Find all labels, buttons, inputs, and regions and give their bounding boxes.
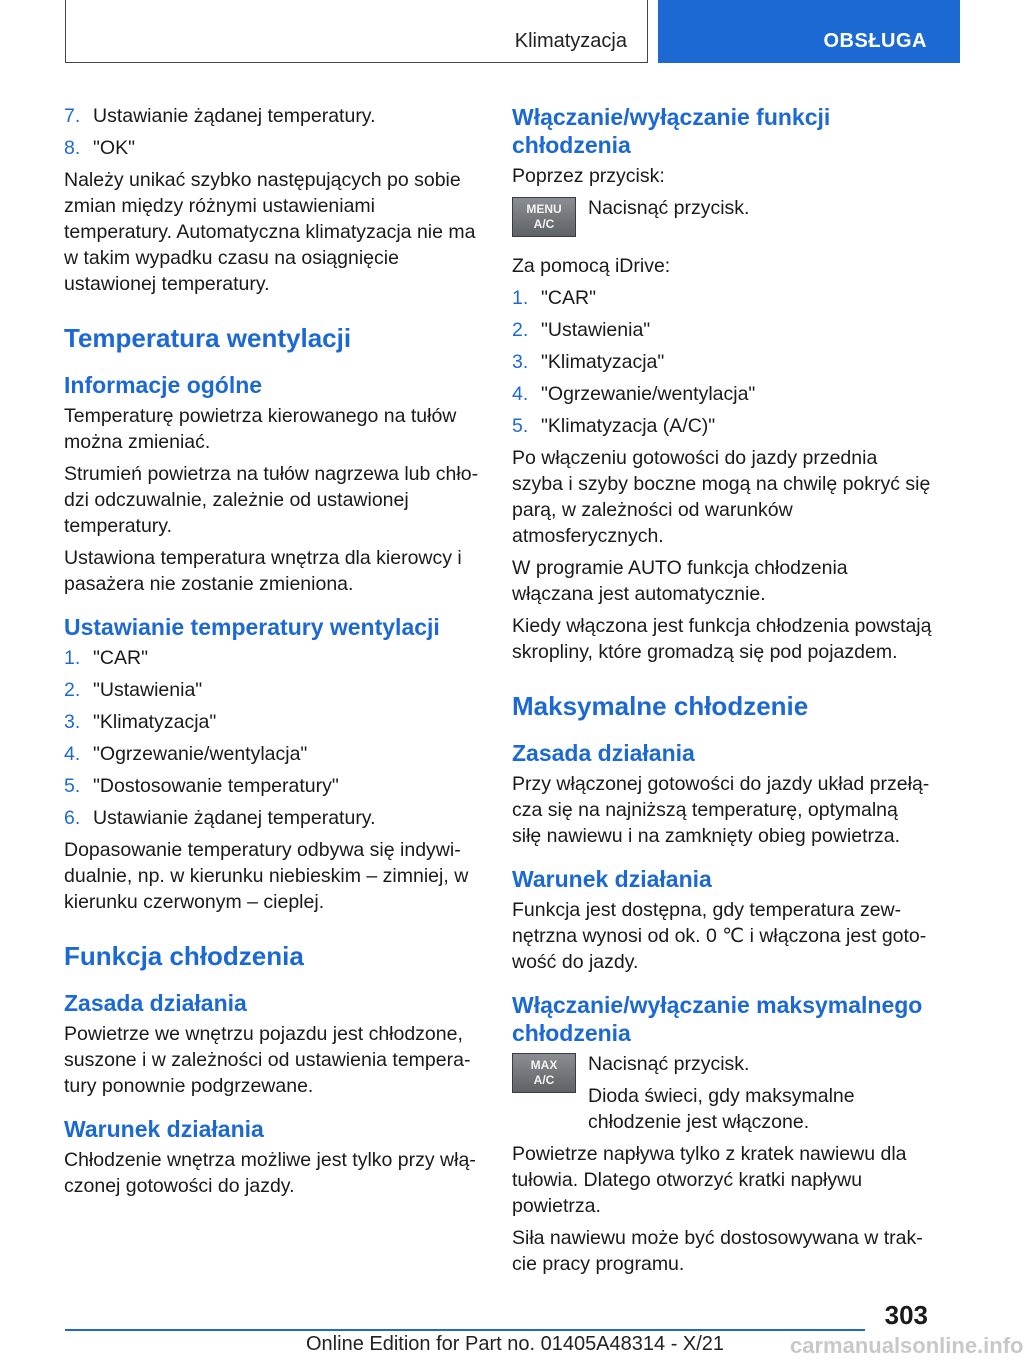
paragraph: Siła nawiewu może być dostosowywana w trakcie pracy programu. — [512, 1227, 923, 1275]
paragraph: Za pomocą iDrive: — [512, 255, 671, 277]
page-header — [0, 0, 960, 66]
list-item: 8. "OK" — [64, 137, 136, 159]
paragraph: Przy włączonej gotowości do jazdy układ przełącza się na najniższą temperaturę, optymalną siłę nawiewu i na zamknięty obieg powietrza. — [512, 773, 930, 847]
paragraph: Ustawiona temperatura wnętrza dla kierowcy i pasażera nie zostanie zmieniona. — [64, 547, 462, 595]
heading-informacje-ogolne: Informacje ogólne — [64, 372, 263, 398]
paragraph: Powietrze napływa tylko z kratek nawiewu dla tułowia. Dlatego otworzyć kratki napływu powietrza. — [512, 1143, 907, 1217]
paragraph: Chłodzenie wnętrza możliwe jest tylko przy włączonej gotowości do jazdy. — [64, 1149, 476, 1197]
list-item: 4. "Ogrzewanie/wentylacja" — [64, 743, 308, 765]
footer-divider — [65, 1329, 865, 1331]
list-item: 1. "CAR" — [64, 647, 149, 669]
watermark-brand: carmanualsonline.info — [790, 1333, 1024, 1358]
button-instruction — [512, 195, 932, 247]
paragraph: Kiedy włączona jest funkcja chłodzenia powstają skropliny, które gromadzą się pod pojazdem. — [512, 615, 932, 663]
paragraph: Po włączeniu gotowości do jazdy przednia szyba i szyby boczne mogą na chwilę pokryć się parą, w zależności od warunków atmosferycznych. — [512, 447, 931, 547]
heading-warunek-dzialania: Warunek działania — [64, 1116, 264, 1142]
paragraph: Nacisnąć przycisk. — [588, 197, 750, 219]
button-instruction — [512, 1051, 932, 1135]
heading-zasada-dzialania: Zasada działania — [512, 740, 695, 766]
heading-zasada-dzialania: Zasada działania — [64, 990, 247, 1016]
paragraph: Funkcja jest dostępna, gdy temperatura zewnętrzna wynosi od ok. 0 ℃ i włączona jest gotowość do jazdy. — [512, 899, 927, 973]
list-item: 3. "Klimatyzacja" — [64, 711, 217, 733]
paragraph: Nacisnąć przycisk. — [588, 1053, 750, 1075]
list-item: 7. Ustawianie żądanej temperatury. — [64, 105, 376, 127]
paragraph: Strumień powietrza na tułów nagrzewa lub chłodzi odczuwalnie, zależnie od ustawionej temperatury. — [64, 463, 479, 537]
list-item: 2. "Ustawienia" — [64, 679, 203, 701]
header-section-box — [65, 0, 648, 63]
page-number: 303 — [884, 1300, 928, 1330]
list-item: 3. "Klimatyzacja" — [512, 351, 665, 373]
paragraph: Dopasowanie temperatury odbywa się indywidualnie, np. w kierunku niebieskim – zimniej, w kierunku czerwonym – cieplej. — [64, 839, 469, 913]
list-item: 6. Ustawianie żądanej temperatury. — [64, 807, 376, 829]
list-item: 2. "Ustawienia" — [512, 319, 651, 341]
paragraph: Powietrze we wnętrzu pojazdu jest chłodzone, suszone i w zależności od ustawienia temperatury ponownie podgrzewane. — [64, 1023, 471, 1097]
edition-text: Online Edition for Part no. 01405A48314 - X/21 — [306, 1333, 725, 1355]
chapter-title: OBSŁUGA — [823, 30, 927, 52]
heading-wlaczanie-max-chlodzenia: Włączanie/wyłączanie maksymalnego chłodzenia — [512, 992, 923, 1046]
list-item: 4. "Ogrzewanie/wentylacja" — [512, 383, 756, 405]
section-title: Klimatyzacja — [514, 30, 627, 52]
paragraph: Poprzez przycisk: — [512, 165, 665, 187]
chapter-tab — [658, 0, 960, 63]
heading-ustawianie-temperatury: Ustawianie temperatury wentylacji — [64, 614, 440, 640]
heading-warunek-dzialania: Warunek działania — [512, 866, 712, 892]
heading-wlaczanie-chlodzenia: Włączanie/wyłączanie funkcji chłodzenia — [512, 104, 831, 158]
paragraph: Należy unikać szybko następujących po sobie zmian między różnymi ustawieniami temperatury. Automatyczna klimatyzacja nie ma w takim wypadku czasu na osiągnięcie ustawionej temperatury. — [64, 169, 476, 295]
heading-funkcja-chlodzenia: Funkcja chłodzenia — [64, 941, 304, 971]
left-column — [64, 103, 479, 1205]
paragraph: Dioda świeci, gdy maksymalne chłodzenie jest włączone. — [588, 1085, 855, 1133]
paragraph: Temperaturę powietrza kierowanego na tułów można zmieniać. — [64, 405, 457, 453]
right-column — [512, 103, 932, 1283]
menu-ac-button-icon: MENU A/C — [512, 197, 576, 237]
list-item: 5. "Dostosowanie temperatury" — [64, 775, 339, 797]
paragraph: W programie AUTO funkcja chłodzenia włączana jest automatycznie. — [512, 557, 848, 605]
list-item: 5. "Klimatyzacja (A/C)" — [512, 415, 716, 437]
heading-temperatura-wentylacji: Temperatura wentylacji — [64, 323, 352, 353]
list-item: 1. "CAR" — [512, 287, 597, 309]
max-ac-button-icon: MAX A/C — [512, 1053, 576, 1093]
heading-maksymalne-chlodzenie: Maksymalne chłodzenie — [512, 691, 809, 721]
